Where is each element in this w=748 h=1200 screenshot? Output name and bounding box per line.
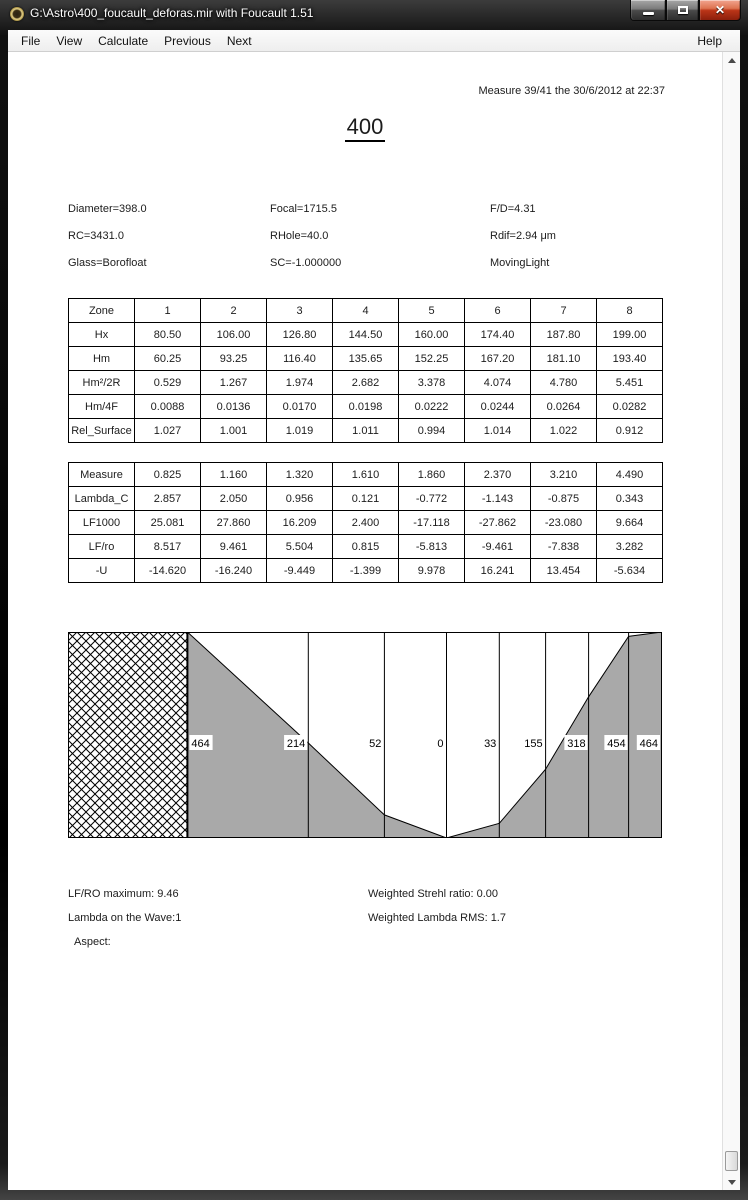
- table-cell: 25.081: [135, 511, 201, 535]
- chart-value-label: 0: [437, 738, 444, 750]
- table-cell: 0.0264: [531, 395, 597, 419]
- menu-bar: [8, 30, 740, 52]
- table-cell: 181.10: [531, 347, 597, 371]
- table-cell: 0.0282: [597, 395, 663, 419]
- table-cell: 2.857: [135, 487, 201, 511]
- table-cell: 0.121: [333, 487, 399, 511]
- profile-chart: [68, 632, 662, 838]
- summary-strehl-ratio: Weighted Strehl ratio: 0.00: [368, 888, 499, 900]
- row-label: Measure: [69, 463, 135, 487]
- table-cell: -9.461: [465, 535, 531, 559]
- table-cell: -23.080: [531, 511, 597, 535]
- table-cell: 3.378: [399, 371, 465, 395]
- table-row: [69, 395, 663, 419]
- table-cell: -16.240: [201, 559, 267, 583]
- scroll-down-button[interactable]: [723, 1174, 741, 1190]
- table-cell: 152.25: [399, 347, 465, 371]
- table-cell: 1.001: [201, 419, 267, 443]
- table-cell: -0.772: [399, 487, 465, 511]
- table-cell: 0.343: [597, 487, 663, 511]
- table-row: [69, 535, 663, 559]
- table-cell: 0.0222: [399, 395, 465, 419]
- table-cell: 80.50: [135, 323, 201, 347]
- row-label: Rel_Surface: [69, 419, 135, 443]
- chart-value-label: 464: [191, 738, 210, 750]
- arrow-up-icon: [728, 58, 736, 63]
- table-cell: 1.320: [267, 463, 333, 487]
- param-sc: SC=-1.000000: [270, 257, 342, 269]
- summary-lambda-wave: Lambda on the Wave:1: [68, 912, 182, 924]
- table-cell: 116.40: [267, 347, 333, 371]
- param-rdif: Rdif=2.94 μm: [490, 230, 556, 242]
- table-cell: -5.634: [597, 559, 663, 583]
- scroll-up-button[interactable]: [723, 52, 741, 68]
- summary-lambda-rms: Weighted Lambda RMS: 1.7: [368, 912, 506, 924]
- table-cell: -9.449: [267, 559, 333, 583]
- chart-value-label: 155: [524, 738, 543, 750]
- table-cell: 9.664: [597, 511, 663, 535]
- table-cell: 0.956: [267, 487, 333, 511]
- scrollbar-thumb[interactable]: [725, 1151, 738, 1171]
- param-diameter: Diameter=398.0: [68, 203, 147, 215]
- row-label: Hx: [69, 323, 135, 347]
- table-row: [69, 299, 663, 323]
- maximize-button[interactable]: [666, 0, 699, 21]
- table-cell: 126.80: [267, 323, 333, 347]
- table-cell: 1.974: [267, 371, 333, 395]
- row-label: -U: [69, 559, 135, 583]
- table-cell: 160.00: [399, 323, 465, 347]
- table-cell: 3: [267, 299, 333, 323]
- hatched-hole-region: [68, 632, 187, 838]
- summary-aspect: Aspect:: [74, 936, 111, 948]
- chart-value-label: 33: [484, 738, 497, 750]
- arrow-down-icon: [728, 1180, 736, 1185]
- row-label: Lambda_C: [69, 487, 135, 511]
- table-cell: -17.118: [399, 511, 465, 535]
- chart-value-label: 454: [607, 738, 626, 750]
- table-cell: 1.022: [531, 419, 597, 443]
- chart-value-label: 52: [369, 738, 382, 750]
- table-row: [69, 419, 663, 443]
- table-cell: 7: [531, 299, 597, 323]
- table-row: [69, 463, 663, 487]
- profile-chart-svg: [68, 632, 662, 838]
- table-cell: 6: [465, 299, 531, 323]
- table-cell: 144.50: [333, 323, 399, 347]
- table-cell: 2: [201, 299, 267, 323]
- table-cell: 0.0244: [465, 395, 531, 419]
- table-cell: -0.875: [531, 487, 597, 511]
- maximize-icon: [678, 6, 688, 14]
- table-cell: 193.40: [597, 347, 663, 371]
- row-label: Hm²/2R: [69, 371, 135, 395]
- report-title: [8, 114, 722, 140]
- table-cell: 27.860: [201, 511, 267, 535]
- table-cell: 1.014: [465, 419, 531, 443]
- table-cell: 0.825: [135, 463, 201, 487]
- table-cell: 4.490: [597, 463, 663, 487]
- measure-info: Measure 39/41 the 30/6/2012 at 22:37: [478, 85, 665, 97]
- param-rhole: RHole=40.0: [270, 230, 329, 242]
- table-cell: 2.400: [333, 511, 399, 535]
- app-icon: [10, 7, 24, 21]
- table-cell: 0.529: [135, 371, 201, 395]
- table-cell: 60.25: [135, 347, 201, 371]
- window-title: G:\Astro\400_foucault_deforas.mir with Foucault 1.51: [30, 6, 314, 20]
- table-cell: 4: [333, 299, 399, 323]
- table-cell: 187.80: [531, 323, 597, 347]
- table-row: [69, 323, 663, 347]
- param-focal: Focal=1715.5: [270, 203, 337, 215]
- table-cell: -7.838: [531, 535, 597, 559]
- table-cell: 199.00: [597, 323, 663, 347]
- table-cell: 9.461: [201, 535, 267, 559]
- table-row: [69, 511, 663, 535]
- table-cell: 3.210: [531, 463, 597, 487]
- table-cell: 16.241: [465, 559, 531, 583]
- profile-area-fill: [187, 632, 662, 838]
- menu-file[interactable]: File: [21, 33, 41, 48]
- table-cell: 0.0170: [267, 395, 333, 419]
- table-cell: 8: [597, 299, 663, 323]
- chart-value-label: 214: [286, 738, 306, 750]
- param-glass: Glass=Borofloat: [68, 257, 147, 269]
- table-cell: 0.0088: [135, 395, 201, 419]
- table-cell: 16.209: [267, 511, 333, 535]
- table-cell: 93.25: [201, 347, 267, 371]
- measure-table: [68, 462, 663, 583]
- close-icon: ✕: [714, 3, 726, 17]
- table-cell: 174.40: [465, 323, 531, 347]
- chart-value-label: 464: [639, 738, 658, 750]
- table-cell: 1.267: [201, 371, 267, 395]
- row-label: Hm: [69, 347, 135, 371]
- minimize-icon: [643, 12, 654, 15]
- table-row: [69, 347, 663, 371]
- table-cell: -1.143: [465, 487, 531, 511]
- table-cell: -1.399: [333, 559, 399, 583]
- window-controls: [630, 0, 741, 21]
- table-cell: 2.050: [201, 487, 267, 511]
- report-page: [8, 52, 722, 1190]
- table-cell: 1.011: [333, 419, 399, 443]
- row-label: Hm/4F: [69, 395, 135, 419]
- table-cell: 4.074: [465, 371, 531, 395]
- table-cell: 0.912: [597, 419, 663, 443]
- table-cell: 5: [399, 299, 465, 323]
- param-movinglight: MovingLight: [490, 257, 550, 269]
- table-cell: 5.451: [597, 371, 663, 395]
- menu-next[interactable]: Next: [226, 33, 252, 48]
- row-label: Zone: [69, 299, 135, 323]
- table-cell: 0.815: [333, 535, 399, 559]
- table-cell: 5.504: [267, 535, 333, 559]
- title-bar[interactable]: [0, 0, 748, 30]
- table-cell: 1.160: [201, 463, 267, 487]
- table-cell: 1: [135, 299, 201, 323]
- table-cell: 106.00: [201, 323, 267, 347]
- menu-view[interactable]: View: [56, 33, 83, 48]
- table-cell: 2.370: [465, 463, 531, 487]
- close-button[interactable]: [699, 0, 741, 21]
- table-cell: 2.682: [333, 371, 399, 395]
- menu-help[interactable]: Help: [697, 33, 722, 48]
- minimize-button[interactable]: [630, 0, 666, 21]
- table-cell: 9.978: [399, 559, 465, 583]
- table-cell: 0.0136: [201, 395, 267, 419]
- param-fd: F/D=4.31: [490, 203, 536, 215]
- table-cell: 3.282: [597, 535, 663, 559]
- table-cell: 8.517: [135, 535, 201, 559]
- summary-lfro-max: LF/RO maximum: 9.46: [68, 888, 179, 900]
- table-row: [69, 371, 663, 395]
- table-cell: 1.860: [399, 463, 465, 487]
- zone-table: [68, 298, 663, 443]
- table-row: [69, 559, 663, 583]
- report-title-text: 400: [345, 114, 386, 142]
- table-cell: 13.454: [531, 559, 597, 583]
- chart-value-label: 318: [567, 738, 586, 750]
- param-rc: RC=3431.0: [68, 230, 124, 242]
- table-cell: 0.994: [399, 419, 465, 443]
- table-row: [69, 487, 663, 511]
- menu-previous[interactable]: Previous: [164, 33, 211, 48]
- table-cell: 1.610: [333, 463, 399, 487]
- table-cell: 167.20: [465, 347, 531, 371]
- row-label: LF/ro: [69, 535, 135, 559]
- table-cell: 135.65: [333, 347, 399, 371]
- table-cell: 0.0198: [333, 395, 399, 419]
- table-cell: 1.027: [135, 419, 201, 443]
- table-cell: -14.620: [135, 559, 201, 583]
- table-cell: -27.862: [465, 511, 531, 535]
- table-cell: -5.813: [399, 535, 465, 559]
- row-label: LF1000: [69, 511, 135, 535]
- menu-calculate[interactable]: Calculate: [98, 33, 149, 48]
- table-cell: 4.780: [531, 371, 597, 395]
- table-cell: 1.019: [267, 419, 333, 443]
- vertical-scrollbar[interactable]: [722, 52, 740, 1190]
